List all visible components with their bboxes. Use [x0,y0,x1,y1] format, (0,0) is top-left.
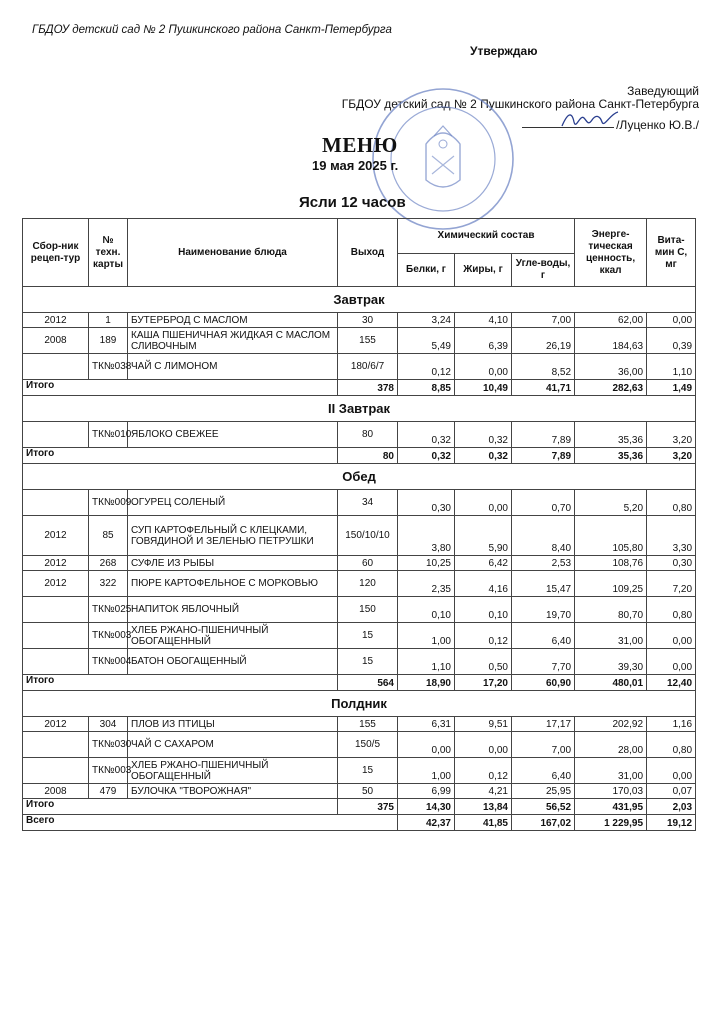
tech-card-number: ТК№003 [89,623,128,649]
recipe-collection: 2012 [23,516,89,556]
dish-yield: 155 [338,328,398,354]
total-protein: 18,90 [398,675,455,691]
energy-value: 202,92 [575,717,647,732]
head-organization: ГБДОУ детский сад № 2 Пушкинского района Санкт-Петербурга [341,97,699,111]
dish-name: БАТОН ОБОГАЩЕННЫЙ [128,649,338,675]
carbs-value: 6,40 [512,758,575,784]
dish-yield: 155 [338,717,398,732]
col-dish: Наименование блюда [128,219,338,287]
tech-card-number: ТК№038 [89,354,128,380]
dish-yield: 150/5 [338,732,398,758]
col-vitamin: Вита-мин С, мг [647,219,696,287]
protein-value: 0,12 [398,354,455,380]
fat-value: 5,90 [455,516,512,556]
protein-value: 6,31 [398,717,455,732]
dish-name: БУЛОЧКА "ТВОРОЖНАЯ" [128,784,338,799]
carbs-value: 7,70 [512,649,575,675]
dish-yield: 150 [338,597,398,623]
fat-value: 4,21 [455,784,512,799]
head-title: Заведующий [627,84,699,98]
protein-value: 3,80 [398,516,455,556]
tech-card-number: ТК№010 [89,422,128,448]
total-protein: 8,85 [398,380,455,396]
menu-date: 19 мая 2025 г. [312,158,399,173]
total-vitamin: 3,20 [647,448,696,464]
total-vitamin: 12,40 [647,675,696,691]
section-header [23,287,696,313]
dish-name: БУТЕРБРОД С МАСЛОМ [128,313,338,328]
protein-value: 0,30 [398,490,455,516]
section-header [23,464,696,490]
carbs-value: 8,52 [512,354,575,380]
vitamin-value: 0,00 [647,649,696,675]
vitamin-value: 7,20 [647,571,696,597]
total-energy: 35,36 [575,448,647,464]
dish-name: ЧАЙ С САХАРОМ [128,732,338,758]
fat-value: 0,00 [455,732,512,758]
recipe-collection [23,597,89,623]
fat-value: 0,10 [455,597,512,623]
energy-value: 28,00 [575,732,647,758]
total-yield: 375 [338,799,398,815]
grand-total-protein: 42,37 [398,815,455,831]
table-row [23,717,696,732]
recipe-collection [23,758,89,784]
energy-value: 36,00 [575,354,647,380]
section-header [23,396,696,422]
dish-yield: 120 [338,571,398,597]
dish-yield: 34 [338,490,398,516]
fat-value: 0,12 [455,758,512,784]
dish-yield: 180/6/7 [338,354,398,380]
carbs-value: 17,17 [512,717,575,732]
dish-name: ЯБЛОКО СВЕЖЕЕ [128,422,338,448]
recipe-collection: 2008 [23,784,89,799]
total-yield: 564 [338,675,398,691]
fat-value: 0,00 [455,490,512,516]
total-energy: 282,63 [575,380,647,396]
fat-value: 4,10 [455,313,512,328]
protein-value: 6,99 [398,784,455,799]
tech-card-number: 322 [89,571,128,597]
vitamin-value: 0,00 [647,623,696,649]
total-row [23,448,696,464]
section-title: Завтрак [23,287,696,313]
carbs-value: 25,95 [512,784,575,799]
tech-card-number: 304 [89,717,128,732]
fat-value: 0,12 [455,623,512,649]
vitamin-value: 1,10 [647,354,696,380]
total-protein: 0,32 [398,448,455,464]
menu-body [23,287,696,831]
total-fat: 13,84 [455,799,512,815]
energy-value: 39,30 [575,649,647,675]
protein-value: 1,00 [398,758,455,784]
group-title: Ясли 12 часов [299,194,406,211]
grand-total-fat: 41,85 [455,815,512,831]
table-row [23,758,696,784]
dish-name: ПЮРЕ КАРТОФЕЛЬНОЕ С МОРКОВЬЮ [128,571,338,597]
energy-value: 105,80 [575,516,647,556]
section-title: Полдник [23,691,696,717]
col-protein: Белки, г [398,254,455,287]
total-energy: 431,95 [575,799,647,815]
recipe-collection [23,732,89,758]
dish-yield: 60 [338,556,398,571]
carbs-value: 7,00 [512,313,575,328]
protein-value: 0,32 [398,422,455,448]
col-fat: Жиры, г [455,254,512,287]
tech-card-number: 268 [89,556,128,571]
table-row [23,422,696,448]
signature-icon [560,108,620,132]
table-row [23,328,696,354]
total-carbs: 41,71 [512,380,575,396]
organization-name: ГБДОУ детский сад № 2 Пушкинского района Санкт-Петербурга [32,24,392,36]
vitamin-value: 0,80 [647,732,696,758]
carbs-value: 0,70 [512,490,575,516]
total-row [23,380,696,396]
total-protein: 14,30 [398,799,455,815]
carbs-value: 8,40 [512,516,575,556]
total-yield: 80 [338,448,398,464]
dish-yield: 80 [338,422,398,448]
energy-value: 184,63 [575,328,647,354]
recipe-collection: 2012 [23,717,89,732]
recipe-collection [23,649,89,675]
table-row [23,516,696,556]
protein-value: 3,24 [398,313,455,328]
total-label: Итого [23,799,338,815]
table-row [23,784,696,799]
total-yield: 378 [338,380,398,396]
section-title: Обед [23,464,696,490]
total-fat: 17,20 [455,675,512,691]
carbs-value: 15,47 [512,571,575,597]
table-row [23,597,696,623]
section-title: II Завтрак [23,396,696,422]
fat-value: 4,16 [455,571,512,597]
energy-value: 31,00 [575,758,647,784]
total-carbs: 56,52 [512,799,575,815]
tech-card-number: ТК№003 [89,758,128,784]
grand-total-carbs: 167,02 [512,815,575,831]
vitamin-value: 0,07 [647,784,696,799]
vitamin-value: 0,00 [647,758,696,784]
table-row [23,649,696,675]
dish-name: СУФЛЕ ИЗ РЫБЫ [128,556,338,571]
protein-value: 2,35 [398,571,455,597]
dish-name: КАША ПШЕНИЧНАЯ ЖИДКАЯ С МАСЛОМ СЛИВОЧНЫМ [128,328,338,354]
vitamin-value: 3,20 [647,422,696,448]
total-row [23,799,696,815]
grand-total-vitamin: 19,12 [647,815,696,831]
total-fat: 0,32 [455,448,512,464]
total-carbs: 60,90 [512,675,575,691]
menu-table [22,218,696,831]
carbs-value: 19,70 [512,597,575,623]
head-name: /Луценко Ю.В./ [616,118,699,132]
vitamin-value: 0,00 [647,313,696,328]
tech-card-number: 479 [89,784,128,799]
tech-card-number: 85 [89,516,128,556]
table-row [23,490,696,516]
dish-name: ОГУРЕЦ СОЛЕНЫЙ [128,490,338,516]
fat-value: 6,42 [455,556,512,571]
total-carbs: 7,89 [512,448,575,464]
recipe-collection: 2008 [23,328,89,354]
dish-yield: 15 [338,649,398,675]
protein-value: 1,10 [398,649,455,675]
protein-value: 5,49 [398,328,455,354]
recipe-collection [23,354,89,380]
fat-value: 0,32 [455,422,512,448]
protein-value: 1,00 [398,623,455,649]
carbs-value: 7,89 [512,422,575,448]
carbs-value: 7,00 [512,732,575,758]
protein-value: 0,00 [398,732,455,758]
tech-card-number: 189 [89,328,128,354]
menu-title: МЕНЮ [322,133,398,157]
approve-label: Утверждаю [470,44,538,58]
col-collection: Сбор-ник рецеп-тур [23,219,89,287]
dish-name: ХЛЕБ РЖАНО-ПШЕНИЧНЫЙ ОБОГАЩЕННЫЙ [128,758,338,784]
energy-value: 170,03 [575,784,647,799]
carbs-value: 26,19 [512,328,575,354]
energy-value: 109,25 [575,571,647,597]
table-row [23,732,696,758]
dish-yield: 50 [338,784,398,799]
recipe-collection: 2012 [23,556,89,571]
dish-name: СУП КАРТОФЕЛЬНЫЙ С КЛЕЦКАМИ, ГОВЯДИНОЙ И ЗЕЛЕНЬЮ ПЕТРУШКИ [128,516,338,556]
fat-value: 9,51 [455,717,512,732]
dish-name: НАПИТОК ЯБЛОЧНЫЙ [128,597,338,623]
energy-value: 108,76 [575,556,647,571]
vitamin-value: 0,39 [647,328,696,354]
grand-total-label: Всего [23,815,398,831]
signature-line [522,127,614,128]
total-energy: 480,01 [575,675,647,691]
col-yield: Выход [338,219,398,287]
dish-yield: 150/10/10 [338,516,398,556]
table-row [23,556,696,571]
total-fat: 10,49 [455,380,512,396]
grand-total-energy: 1 229,95 [575,815,647,831]
total-label: Итого [23,675,338,691]
energy-value: 31,00 [575,623,647,649]
dish-yield: 15 [338,758,398,784]
recipe-collection: 2012 [23,313,89,328]
table-row [23,354,696,380]
protein-value: 0,10 [398,597,455,623]
recipe-collection [23,623,89,649]
tech-card-number: ТК№030 [89,732,128,758]
dish-yield: 15 [338,623,398,649]
tech-card-number: ТК№004 [89,649,128,675]
table-row [23,571,696,597]
carbs-value: 2,53 [512,556,575,571]
grand-total-row [23,815,696,831]
total-label: Итого [23,448,338,464]
table-row [23,623,696,649]
vitamin-value: 1,16 [647,717,696,732]
fat-value: 0,00 [455,354,512,380]
energy-value: 35,36 [575,422,647,448]
fat-value: 0,50 [455,649,512,675]
tech-card-number: ТК№009 [89,490,128,516]
vitamin-value: 0,80 [647,597,696,623]
dish-yield: 30 [338,313,398,328]
energy-value: 62,00 [575,313,647,328]
vitamin-value: 3,30 [647,516,696,556]
total-row [23,675,696,691]
energy-value: 5,20 [575,490,647,516]
total-vitamin: 1,49 [647,380,696,396]
tech-card-number: 1 [89,313,128,328]
total-label: Итого [23,380,338,396]
total-vitamin: 2,03 [647,799,696,815]
col-energy: Энерге-тическая ценность, ккал [575,219,647,287]
recipe-collection: 2012 [23,571,89,597]
section-header [23,691,696,717]
dish-name: ЧАЙ С ЛИМОНОМ [128,354,338,380]
col-chemical: Химический состав [398,219,575,254]
dish-name: ХЛЕБ РЖАНО-ПШЕНИЧНЫЙ ОБОГАЩЕННЫЙ [128,623,338,649]
col-carbs: Угле-воды, г [512,254,575,287]
vitamin-value: 0,30 [647,556,696,571]
tech-card-number: ТК№025 [89,597,128,623]
energy-value: 80,70 [575,597,647,623]
recipe-collection [23,490,89,516]
protein-value: 10,25 [398,556,455,571]
table-row [23,313,696,328]
col-tech-card: № техн. карты [89,219,128,287]
recipe-collection [23,422,89,448]
dish-name: ПЛОВ ИЗ ПТИЦЫ [128,717,338,732]
fat-value: 6,39 [455,328,512,354]
carbs-value: 6,40 [512,623,575,649]
vitamin-value: 0,80 [647,490,696,516]
